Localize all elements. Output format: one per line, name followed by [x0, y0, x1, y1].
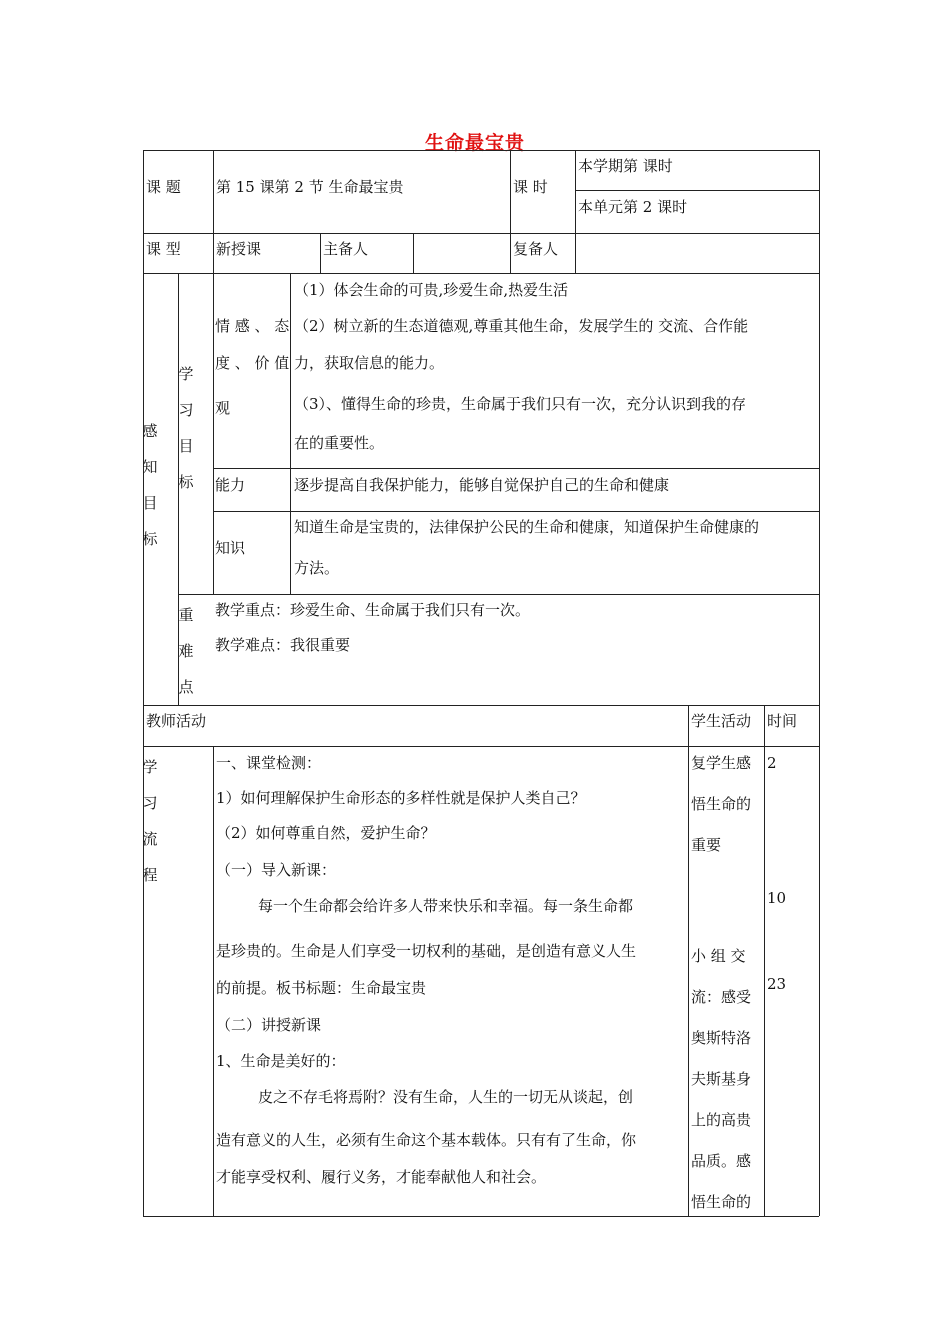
document-title: 生命最宝贵	[424, 132, 525, 154]
topic-value: 第 15 课第 2 节 生命最宝贵	[216, 178, 404, 196]
type-label: 课 型	[146, 240, 181, 258]
hours-unit: 本单元第 2 课时	[578, 198, 688, 216]
time-header: 时间	[767, 712, 798, 730]
learning-goals-label: 学 习 目 标	[178, 365, 194, 491]
hours-label: 课 时	[513, 178, 548, 196]
ability-label: 能力	[215, 476, 246, 494]
topic-label: 课 题	[146, 178, 181, 196]
type-value: 新授课	[216, 240, 262, 258]
knowledge-label: 知识	[215, 539, 246, 557]
hours-semester: 本学期第 课时	[578, 157, 673, 175]
difficult-point: 教学难点：我很重要	[215, 636, 351, 654]
student-activity-header: 学生活动	[691, 712, 752, 730]
section-label-perception: 感 知 目 标	[142, 422, 158, 548]
key-point: 教学重点：珍爱生命、生命属于我们只有一次。	[215, 601, 531, 619]
preparer-label: 主备人	[323, 240, 369, 258]
reviewer-label: 复备人	[513, 240, 559, 258]
ability-value: 逐步提高自我保护能力，能够自觉保护自己的生命和健康	[294, 476, 670, 494]
teacher-activity-header: 教师活动	[146, 712, 207, 730]
difficulty-label: 重 难 点	[178, 606, 194, 696]
learning-process-label: 学 习 流 程	[142, 758, 158, 884]
